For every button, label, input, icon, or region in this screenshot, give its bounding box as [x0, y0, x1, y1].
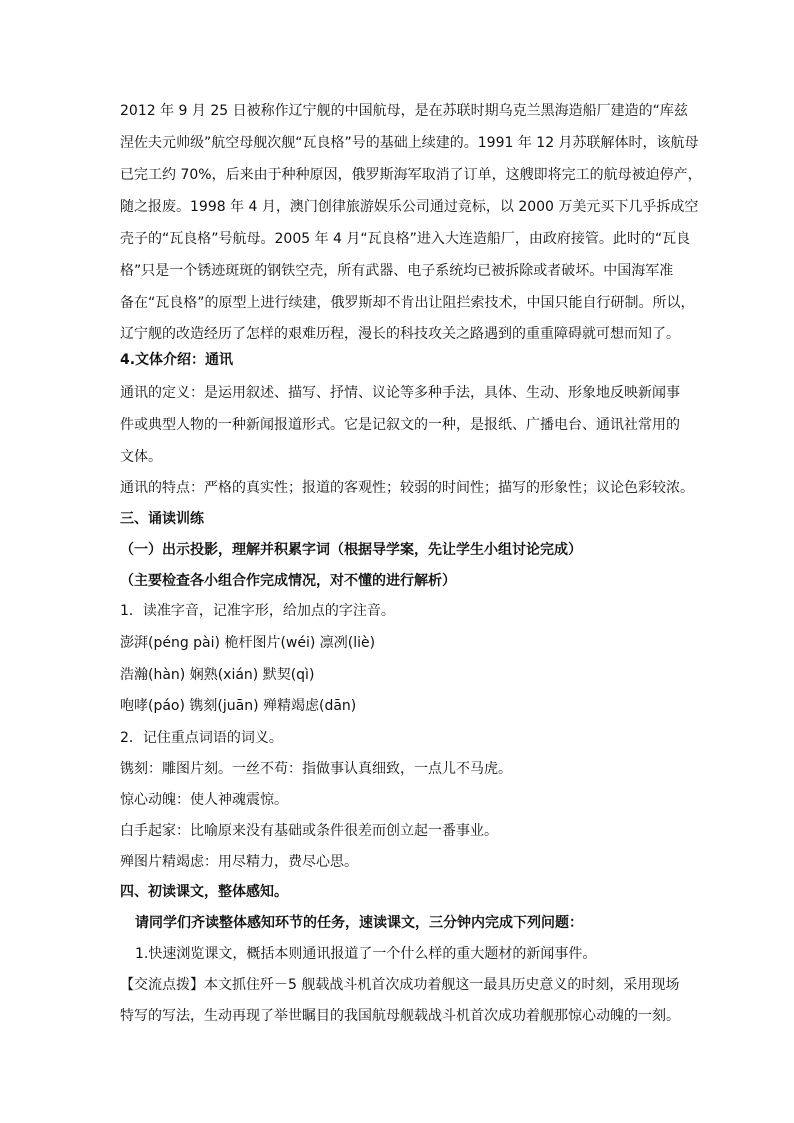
paragraph-line: 镌刻：雕图片刻。一丝不苟：指做事认真细致，一点儿不马虎。: [120, 761, 512, 777]
paragraph-line: 咆哮(páo) 镌刻(juān) 殚精竭虑(dān): [120, 698, 357, 714]
paragraph-line: 文体。: [120, 449, 162, 465]
paragraph-line: 浩瀚(hàn) 娴熟(xián) 默契(qì): [120, 667, 315, 683]
paragraph-line: 随之报废。1998 年 4 月，澳门创律旅游娱乐公司通过竞标，以 2000 万美元买下几乎拆成空: [120, 199, 699, 215]
paragraph-line: 已完工约 70%，后来由于种种原因，俄罗斯海军取消了订单，这艘即将完工的航母被迫停产，: [120, 167, 702, 183]
section-heading: 三、诵读训练: [120, 511, 204, 527]
paragraph-line: 【交流点拨】本文抓住歼－5 舰载战斗机首次成功着舰这一最具历史意义的时刻，采用现场: [120, 977, 680, 993]
paragraph-line: 殚图片精竭虑：用尽精力，费尽心思。: [120, 854, 358, 870]
subsection-note: （主要检查各小组合作完成情况，对不懂的进行解析）: [120, 573, 456, 589]
paragraph-line: 特写的写法，生动再现了举世瞩目的我国航母舰载战斗机首次成功着舰那惊心动魄的一刻。: [120, 1008, 680, 1024]
paragraph-line: 件或典型人物的一种新闻报道形式。它是记叙文的一种，是报纸、广播电台、通讯社常用的: [120, 417, 680, 433]
paragraph-line: 辽宁舰的改造经历了怎样的艰难历程，漫长的科技攻关之路遇到的重重障碍就可想而知了。: [120, 326, 680, 342]
paragraph-line: 白手起家：比喻原来没有基础或条件很差而创立起一番事业。: [120, 823, 498, 839]
paragraph-line: 2012 年 9 月 25 日被称作辽宁舰的中国航母，是在苏联时期乌克兰黑海造船厂建造的“库兹: [120, 103, 688, 119]
paragraph-line: 通讯的定义：是运用叙述、描写、抒情、议论等多种手法，具体、生动、形象地反映新闻事: [120, 385, 680, 401]
paragraph-line: 1．读准字音，记准字形，给加点的字注音。: [120, 603, 395, 619]
question-line: 1.快速浏览课文，概括本则通讯报道了一个什么样的重大题材的新闻事件。: [135, 946, 597, 962]
subsection-heading: （一）出示投影，理解并积累字词（根据导学案，先让学生小组讨论完成）: [120, 542, 582, 558]
section-heading: 四、初读课文，整体感知。: [120, 884, 288, 900]
paragraph-line: 格”只是一个锈迹斑斑的钢铁空壳，所有武器、电子系统均已被拆除或者破坏。中国海军准: [120, 263, 674, 279]
instruction-line: 请同学们齐读整体感知环节的任务，速读课文，三分钟内完成下列问题：: [135, 915, 583, 931]
paragraph-line: 惊心动魄：使人神魂震惊。: [120, 792, 288, 808]
paragraph-line: 通讯的特点：严格的真实性；报道的客观性；较弱的时间性；描写的形象性；议论色彩较浓。: [120, 480, 694, 496]
paragraph-line: 澎湃(péng pài) 桅杆图片(wéi) 凛冽(liè): [120, 635, 376, 651]
section-heading: 4.文体介绍：通讯: [120, 352, 234, 368]
paragraph-line: 涅佐夫元帅级”航空母舰次舰“瓦良格”号的基础上续建的。1991 年 12 月苏联解体时，该航母: [120, 135, 699, 151]
paragraph-line: 备在“瓦良格”的原型上进行续建，俄罗斯却不肯出让阻拦索技术，中国只能自行研制。所以，: [120, 295, 695, 311]
paragraph-line: 2．记住重点词语的词义。: [120, 730, 283, 746]
paragraph-line: 壳子的“瓦良格”号航母。2005 年 4 月“瓦良格”进入大连造船厂，由政府接管。此时的“瓦良: [120, 231, 691, 247]
